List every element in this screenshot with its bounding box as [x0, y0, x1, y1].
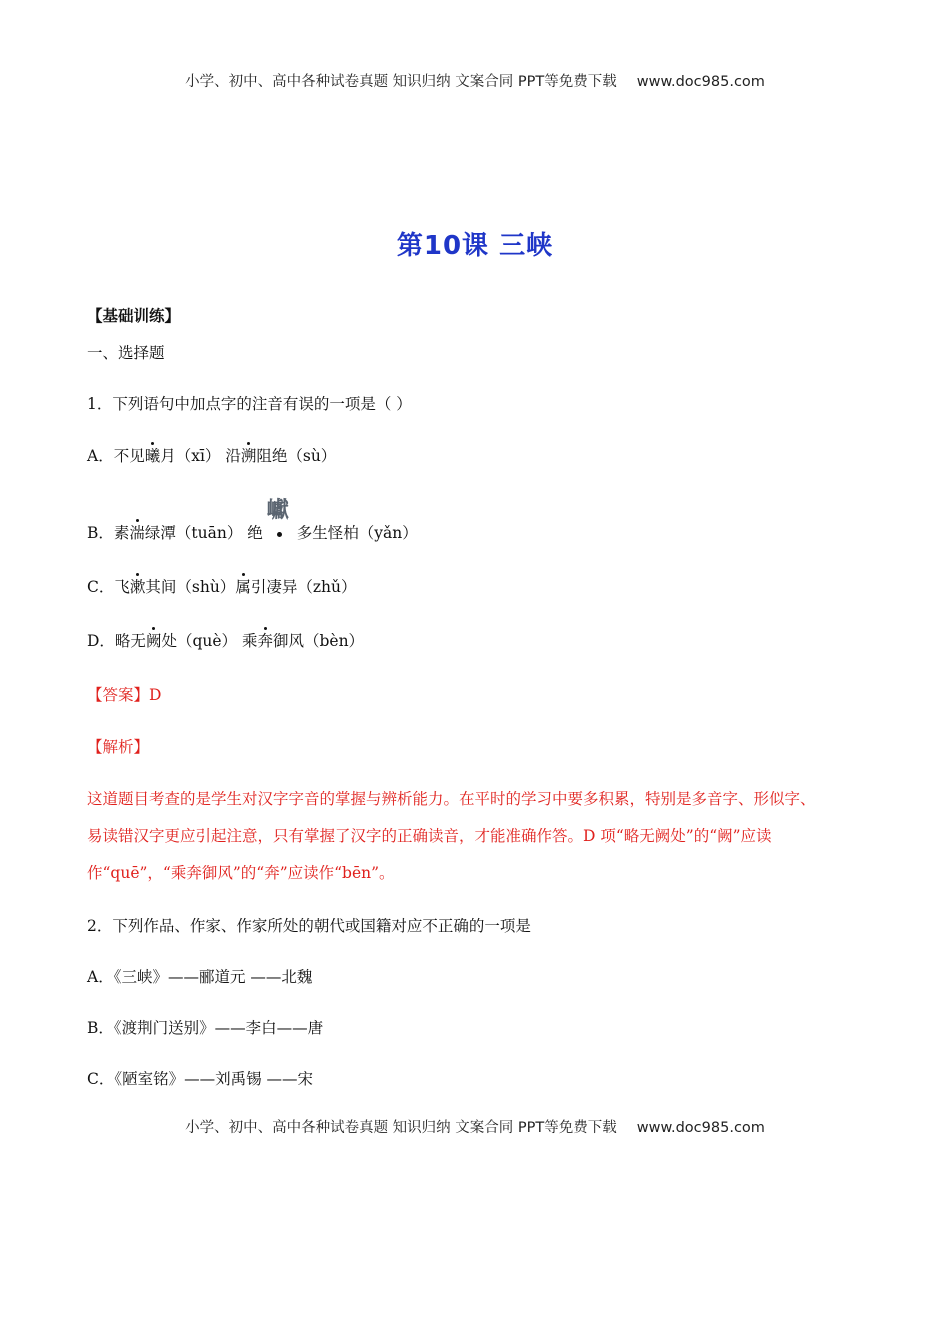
- page-footer: [0, 1116, 950, 1137]
- q1-answer: 【答案】D: [87, 686, 162, 704]
- q1-analysis-label: 【解析】: [87, 738, 150, 756]
- dotted-char: 属: [235, 578, 251, 596]
- q1-analysis-line: 这道题目考查的是学生对汉字字音的掌握与辨析能力。在平时的学习中要多积累，特别是多音字、形似字、: [87, 790, 816, 808]
- footer-url[interactable]: www.doc985.com: [636, 1120, 765, 1136]
- q2-option-c: C．《陋室铭》——刘禹锡 ——宋: [87, 1070, 314, 1088]
- q1-option-b: B．素湍绿潭（tuān） 绝 巘 多生怪柏（yǎn）: [87, 510, 418, 546]
- dotted-char: 溯: [240, 447, 257, 465]
- page-title: 第10课 三峡: [396, 231, 554, 261]
- q1-analysis-line: 易读错汉字更应引起注意，只有掌握了汉字的正确读音，才能准确作答。D 项“略无阙处”的“阙”应读: [87, 827, 772, 845]
- q1-option-a: A．不见曦月（xī） 沿溯阻绝（sù）: [87, 447, 337, 465]
- subsection-heading: 一、选择题: [87, 344, 165, 362]
- dotted-char: 曦: [144, 447, 161, 465]
- section-heading: 【基础训练】: [87, 306, 181, 325]
- footer-text: 小学、初中、高中各种试卷真题 知识归纳 文案合同 PPT等免费下载: [185, 1120, 617, 1136]
- q1-stem: 1．下列语句中加点字的注音有误的一项是（ ）: [87, 395, 412, 413]
- header-text: 小学、初中、高中各种试卷真题 知识归纳 文案合同 PPT等免费下载: [185, 74, 617, 90]
- dotted-char: 漱: [129, 578, 146, 596]
- q1-analysis-line: 作“quē”，“乘奔御风”的“奔”应读作“bēn”。: [87, 864, 395, 882]
- q1-option-c: C．飞漱其间（shù）属引凄异（zhǔ）: [87, 578, 357, 596]
- dotted-char: 奔: [257, 632, 273, 650]
- header-url[interactable]: www.doc985.com: [636, 74, 765, 90]
- dotted-char: 阙: [145, 632, 162, 650]
- dotted-char: 湍: [129, 524, 145, 542]
- q2-option-a: A．《三峡》——郦道元 ——北魏: [87, 968, 313, 986]
- q2-option-b: B．《渡荆门送别》——李白——唐: [87, 1019, 324, 1037]
- q1-option-d: D．略无阙处（què） 乘奔御风（bèn）: [87, 632, 365, 650]
- rare-char-image: 巘: [265, 510, 295, 546]
- page-header: [0, 70, 950, 91]
- q2-stem: 2．下列作品、作家、作家所处的朝代或国籍对应不正确的一项是: [87, 917, 531, 935]
